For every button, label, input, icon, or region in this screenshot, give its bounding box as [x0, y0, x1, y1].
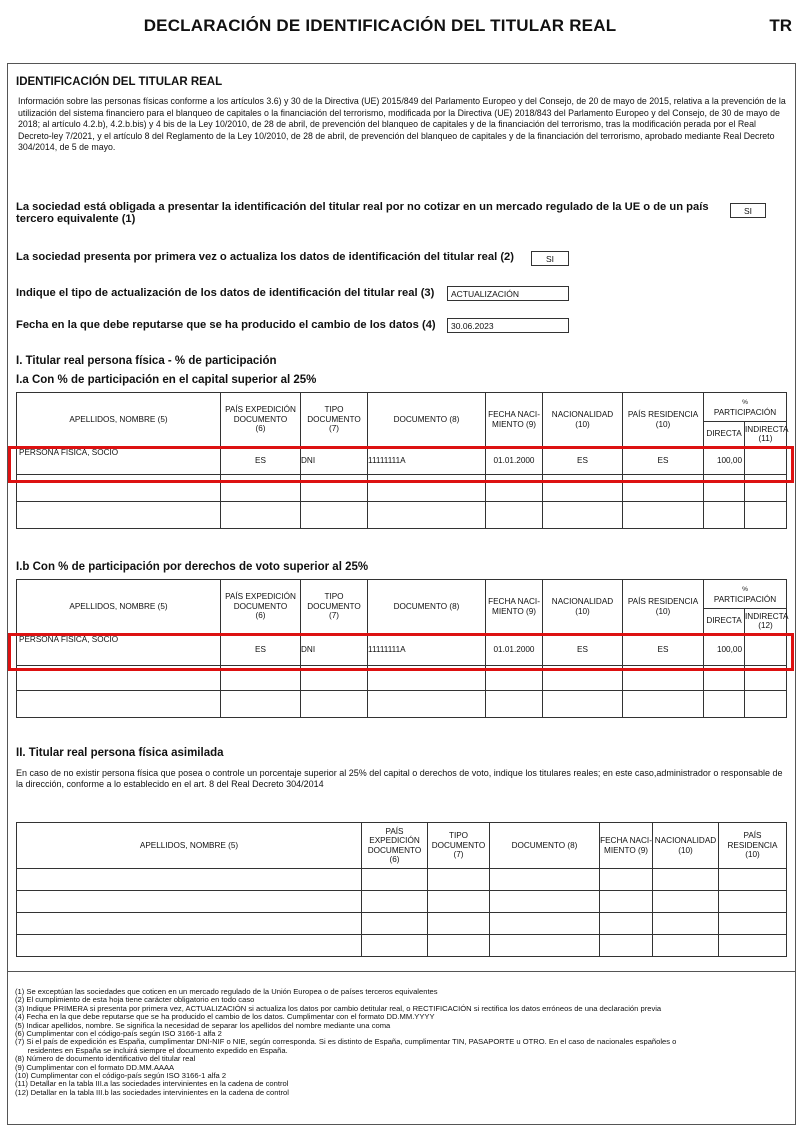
footnote: (11) Detallar en la tabla III.a las sociedades intervinientes en la cadena de control — [15, 1079, 289, 1089]
table-row[interactable] — [17, 869, 787, 891]
table-row[interactable] — [17, 891, 787, 913]
intro-text: Información sobre las personas físicas conforme a los artículos 3.6) y 30 de la Directiva (UE) 2015/849 del Parlamento Europeo y del Consejo, de 20 de mayo de 2015, relativa a la prevención de la utilización del sistema financiero para el blanqueo de capitales o la financiación del terrorismo, modificada por la Directiva (UE) 2018/843 del Parlamento Europeo y del Consejo, de 30 de mayo de 2018; al artículo 4.2.b), 4.2.b.bis) y 4 bis de la Ley 10/2010, de 28 de abril, de prevención del blanqueo de capitales y de la financiación del terrorismo, tras la modificación perada por el Real Decreto-ley 7/2021, y el artículo 8 del Reglamento de la Ley 10/2010, de 28 de abril, de prevención del blanqueo de capitales y de la financiación del terrorismo, aprobado mediante Real Decreto 304/2014, de 5 de mayo. — [18, 96, 786, 152]
col-header-name: APELLIDOS, NOMBRE (5) — [17, 823, 362, 869]
cell-name[interactable]: PERSONA FÍSICA, SOCIO — [17, 447, 221, 475]
table-row[interactable] — [17, 913, 787, 935]
part2-text: En caso de no existir persona física que posea o controle un porcentaje superior al 25% del capital o derechos de voto, indique los titulares reales; en este caso,administrador o responsable de la dirección, conforme a lo establecido en el art. 8 del Real Decreto 304/2014 — [16, 768, 783, 789]
col-header-document: DOCUMENTO (8) — [368, 580, 486, 634]
cell-doc-type[interactable]: DNI — [301, 634, 368, 666]
table-row[interactable] — [17, 935, 787, 957]
question-change-date-field[interactable]: 30.06.2023 — [447, 318, 569, 333]
section-heading: IDENTIFICACIÓN DEL TITULAR REAL — [16, 76, 223, 88]
col-header-nationality: NACIONALIDAD (10) — [543, 580, 623, 634]
cell-nationality[interactable]: ES — [543, 447, 623, 475]
col-header-birth: FECHA NACI-MIENTO (9) — [486, 393, 543, 447]
col-header-name: APELLIDOS, NOMBRE (5) — [17, 393, 221, 447]
col-header-document: DOCUMENTO (8) — [368, 393, 486, 447]
part1a-heading: I.a Con % de participación en el capital superior al 25% — [16, 374, 317, 386]
col-header-residence: PAÍS RESIDENCIA (10) — [719, 823, 787, 869]
footnote: residentes en España se incluirá siempre el documento expedido en España. — [15, 1045, 288, 1055]
highlight-row-votes — [8, 633, 794, 671]
footnote: (12) Detallar en la tabla III.b las sociedades intervinientes en la cadena de control — [15, 1087, 289, 1097]
footnote: (10) Cumplimentar con el código-país según ISO 3166-1 alfa 2 — [15, 1071, 227, 1081]
cell-residence[interactable]: ES — [623, 447, 704, 475]
part2-heading: II. Titular real persona física asimilada — [16, 747, 224, 759]
col-header-indirect: INDIRECTA (12) — [745, 609, 787, 634]
table-row[interactable] — [17, 502, 787, 529]
part1b-heading: I.b Con % de participación por derechos de voto superior al 25% — [16, 561, 369, 573]
cell-direct[interactable]: 100,00 — [704, 634, 745, 666]
cell-document[interactable]: 11111111A — [368, 447, 486, 475]
question-first-time-field[interactable]: SI — [531, 251, 569, 266]
col-header-type: TIPO DOCUMENTO (7) — [428, 823, 490, 869]
footnotes — [15, 988, 790, 1097]
col-header-indirect: INDIRECTA (11) — [745, 422, 787, 447]
highlight-row-capital — [8, 446, 794, 483]
cell-doc-type[interactable]: DNI — [301, 447, 368, 475]
part1-heading: I. Titular real persona física - % de participación — [16, 355, 277, 367]
col-header-country: PAÍS EXPEDICIÓN DOCUMENTO (6) — [221, 580, 301, 634]
cell-residence[interactable]: ES — [623, 634, 704, 666]
cell-name[interactable]: PERSONA FÍSICA, SOCIO — [17, 634, 221, 666]
col-header-birth: FECHA NACI-MIENTO (9) — [486, 580, 543, 634]
col-header-direct: DIRECTA — [704, 422, 745, 447]
form-code: TR — [769, 16, 792, 35]
col-header-country: PAÍS EXPEDICIÓN DOCUMENTO (6) — [221, 393, 301, 447]
footnote: (6) Cumplimentar con el código-país según ISO 3166-1 alfa 2 — [15, 1029, 222, 1039]
footnote: (5) Indicar apellidos, nombre. Se significa la necesidad de separar los apellidos del nombre mediante una coma — [15, 1020, 391, 1030]
question-obligated-label: La sociedad está obligada a presentar la identificación del titular real por no cotizar en un mercado regulado de la UE o de un país tercero equivalente (1) — [16, 201, 709, 225]
col-header-document: DOCUMENTO (8) — [490, 823, 600, 869]
cell-country[interactable]: ES — [221, 634, 301, 666]
col-header-participation: % PARTICIPACIÓN — [704, 580, 787, 609]
col-header-residence: PAÍS RESIDENCIA (10) — [623, 393, 704, 447]
footnote: (4) Fecha en la que debe reputarse que se ha producido el cambio de los datos. Cumplimentar con el formato DD.MM.YYYY — [15, 1012, 435, 1022]
question-update-type-label: Indique el tipo de actualización de los datos de identificación del titular real (3) — [16, 287, 435, 299]
cell-nationality[interactable]: ES — [543, 634, 623, 666]
footnotes-divider — [7, 971, 796, 972]
table-row[interactable] — [17, 691, 787, 718]
col-header-direct: DIRECTA — [704, 609, 745, 634]
cell-birth[interactable]: 01.01.2000 — [486, 447, 543, 475]
table-assimilated — [16, 822, 787, 957]
cell-document[interactable]: 11111111A — [368, 634, 486, 666]
footnote: (8) Número de documento identificativo del titular real — [15, 1054, 196, 1064]
document-title: DECLARACIÓN DE IDENTIFICACIÓN DEL TITULAR REAL — [143, 16, 617, 35]
col-header-birth: FECHA NACI-MIENTO (9) — [600, 823, 653, 869]
col-header-participation: % PARTICIPACIÓN — [704, 393, 787, 422]
col-header-residence: PAÍS RESIDENCIA (10) — [623, 580, 704, 634]
col-header-type: TIPO DOCUMENTO (7) — [301, 580, 368, 634]
question-obligated-field[interactable]: SI — [730, 203, 766, 218]
footnote: (9) Cumplimentar con el formato DD.MM.AAAA — [15, 1062, 175, 1072]
cell-birth[interactable]: 01.01.2000 — [486, 634, 543, 666]
col-header-type: TIPO DOCUMENTO (7) — [301, 393, 368, 447]
col-header-country: PAÍS EXPEDICIÓN DOCUMENTO (6) — [362, 823, 428, 869]
footnote: (1) Se exceptúan las sociedades que coticen en un mercado regulado de la Unión Europea o de países terceros equivalentes — [15, 987, 438, 996]
question-first-time-label: La sociedad presenta por primera vez o actualiza los datos de identificación del titular real (2) — [16, 251, 514, 263]
footnote: (3) Indique PRIMERA si presenta por primera vez, ACTUALIZACIÓN si actualiza los datos por cambio detitular real, o RECTIFICACIÓN si rectifica los datos erróneos de una declaración previa — [15, 1003, 662, 1013]
cell-direct[interactable]: 100,00 — [704, 447, 745, 475]
footnote: (7) Si el país de expedición es España, cumplimentar DNI-NIF o NIE, según corresponda. Si es distinto de España, cumplimentar TIN, PASAPORTE u OTRO. En el caso de nacionales españoles o — [15, 1037, 677, 1047]
footnote: (2) El cumplimiento de esta hoja tiene carácter obligatorio en todo caso — [15, 995, 255, 1005]
col-header-name: APELLIDOS, NOMBRE (5) — [17, 580, 221, 634]
question-change-date-label: Fecha en la que debe reputarse que se ha producido el cambio de los datos (4) — [16, 319, 436, 331]
cell-country[interactable]: ES — [221, 447, 301, 475]
col-header-nationality: NACIONALIDAD (10) — [543, 393, 623, 447]
col-header-nationality: NACIONALIDAD (10) — [653, 823, 719, 869]
question-update-type-field[interactable]: ACTUALIZACIÓN — [447, 286, 569, 301]
